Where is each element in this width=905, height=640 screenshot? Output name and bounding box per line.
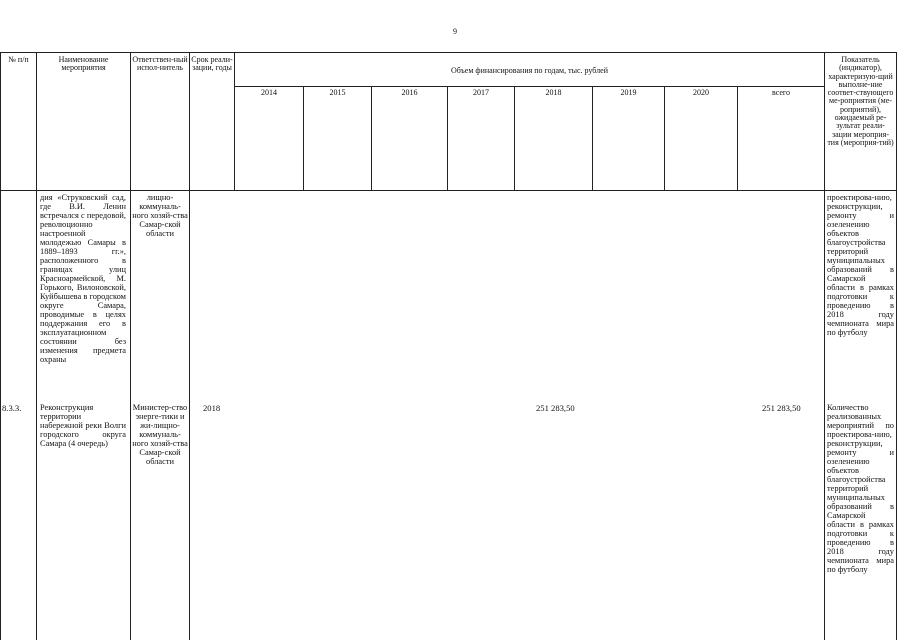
row-indicator: Количество реализованных мероприятий по проектирова-нию, реконструкции, ремонту и озеленению объектов благоустройства территорий муниципальных образований в Самарской области в рамках подготовки к проведению в 2018 году чемпионата мира по футболу bbox=[827, 403, 894, 574]
header-year: 2020 bbox=[693, 88, 709, 97]
header-year: 2019 bbox=[620, 88, 637, 97]
header-indicator: Показатель (индикатор), характеризую-щий выполне-ние соответ-ствующего ме-роприятия (ме-роприятий), ожидаемый ре-зультат реали-зации мероприя-тия (мероприя-тий) bbox=[827, 55, 894, 147]
header-term: Срок реали-зации, годы bbox=[191, 55, 233, 73]
table-top-border bbox=[0, 52, 896, 53]
row-executor: Министер-ство энерге-тики и жи-лищно-коммуналь-ного хозяй-ства Самар-ской области bbox=[132, 403, 188, 466]
row-indicator: проектирова-нию, реконструкции, ремонту и озеленению объектов благоустройства территорий муниципальных образований в Самарской области в рамках подготовки к проведению в 2018 году чемпионата мира по футболу bbox=[827, 193, 894, 337]
header-year: 2017 bbox=[473, 88, 489, 97]
header-total: всего bbox=[771, 88, 790, 97]
col-border bbox=[447, 86, 448, 191]
header-year: 2016 bbox=[401, 88, 418, 97]
row-name: Реконструкция территории набережной реки Волги городского округа Самара (4 очередь) bbox=[40, 403, 126, 448]
row-2018-value: 251 283,50 bbox=[536, 403, 575, 413]
col-border bbox=[896, 52, 897, 640]
row-total-value: 251 283,50 bbox=[762, 403, 801, 413]
col-border bbox=[130, 52, 131, 640]
header-executor: Ответствен-ный испол-нитель bbox=[132, 55, 188, 73]
row-number: 8.3.3. bbox=[2, 403, 22, 413]
header-number: № п/п bbox=[8, 55, 29, 64]
row-term: 2018 bbox=[203, 403, 221, 413]
col-border bbox=[514, 86, 515, 191]
col-border bbox=[36, 52, 37, 640]
header-bottom-border bbox=[0, 190, 896, 191]
col-border bbox=[737, 86, 738, 191]
row-executor: лищно-коммуналь-ного хозяй-ства Самар-ской области bbox=[132, 193, 188, 238]
col-border bbox=[303, 86, 304, 191]
col-border bbox=[189, 52, 190, 640]
col-border bbox=[824, 52, 825, 640]
col-border bbox=[371, 86, 372, 191]
header-year: 2014 bbox=[261, 88, 277, 97]
header-name: Наименование мероприятия bbox=[58, 55, 109, 73]
header-year: 2015 bbox=[329, 88, 346, 97]
row-name: дия «Струковский сад, где В.И. Ленин встречался с передовой, революционно настроенной молодежью Самары в 1889–1893 гг.», расположенного в границах улиц Красноармейской, М. Горького, Вилоновской, Куйбышева в городском округе Самара, проводимые в целях поддержания его в эксплуатационном состоянии без изменения предмета охраны bbox=[40, 193, 126, 364]
col-border bbox=[0, 52, 1, 640]
col-border bbox=[592, 86, 593, 191]
page-number: 9 bbox=[453, 27, 457, 36]
header-year: 2018 bbox=[545, 88, 562, 97]
col-border bbox=[664, 86, 665, 191]
header-funding: Объем финансирования по годам, тыс. рублей bbox=[451, 66, 608, 75]
years-row-border bbox=[234, 86, 824, 87]
